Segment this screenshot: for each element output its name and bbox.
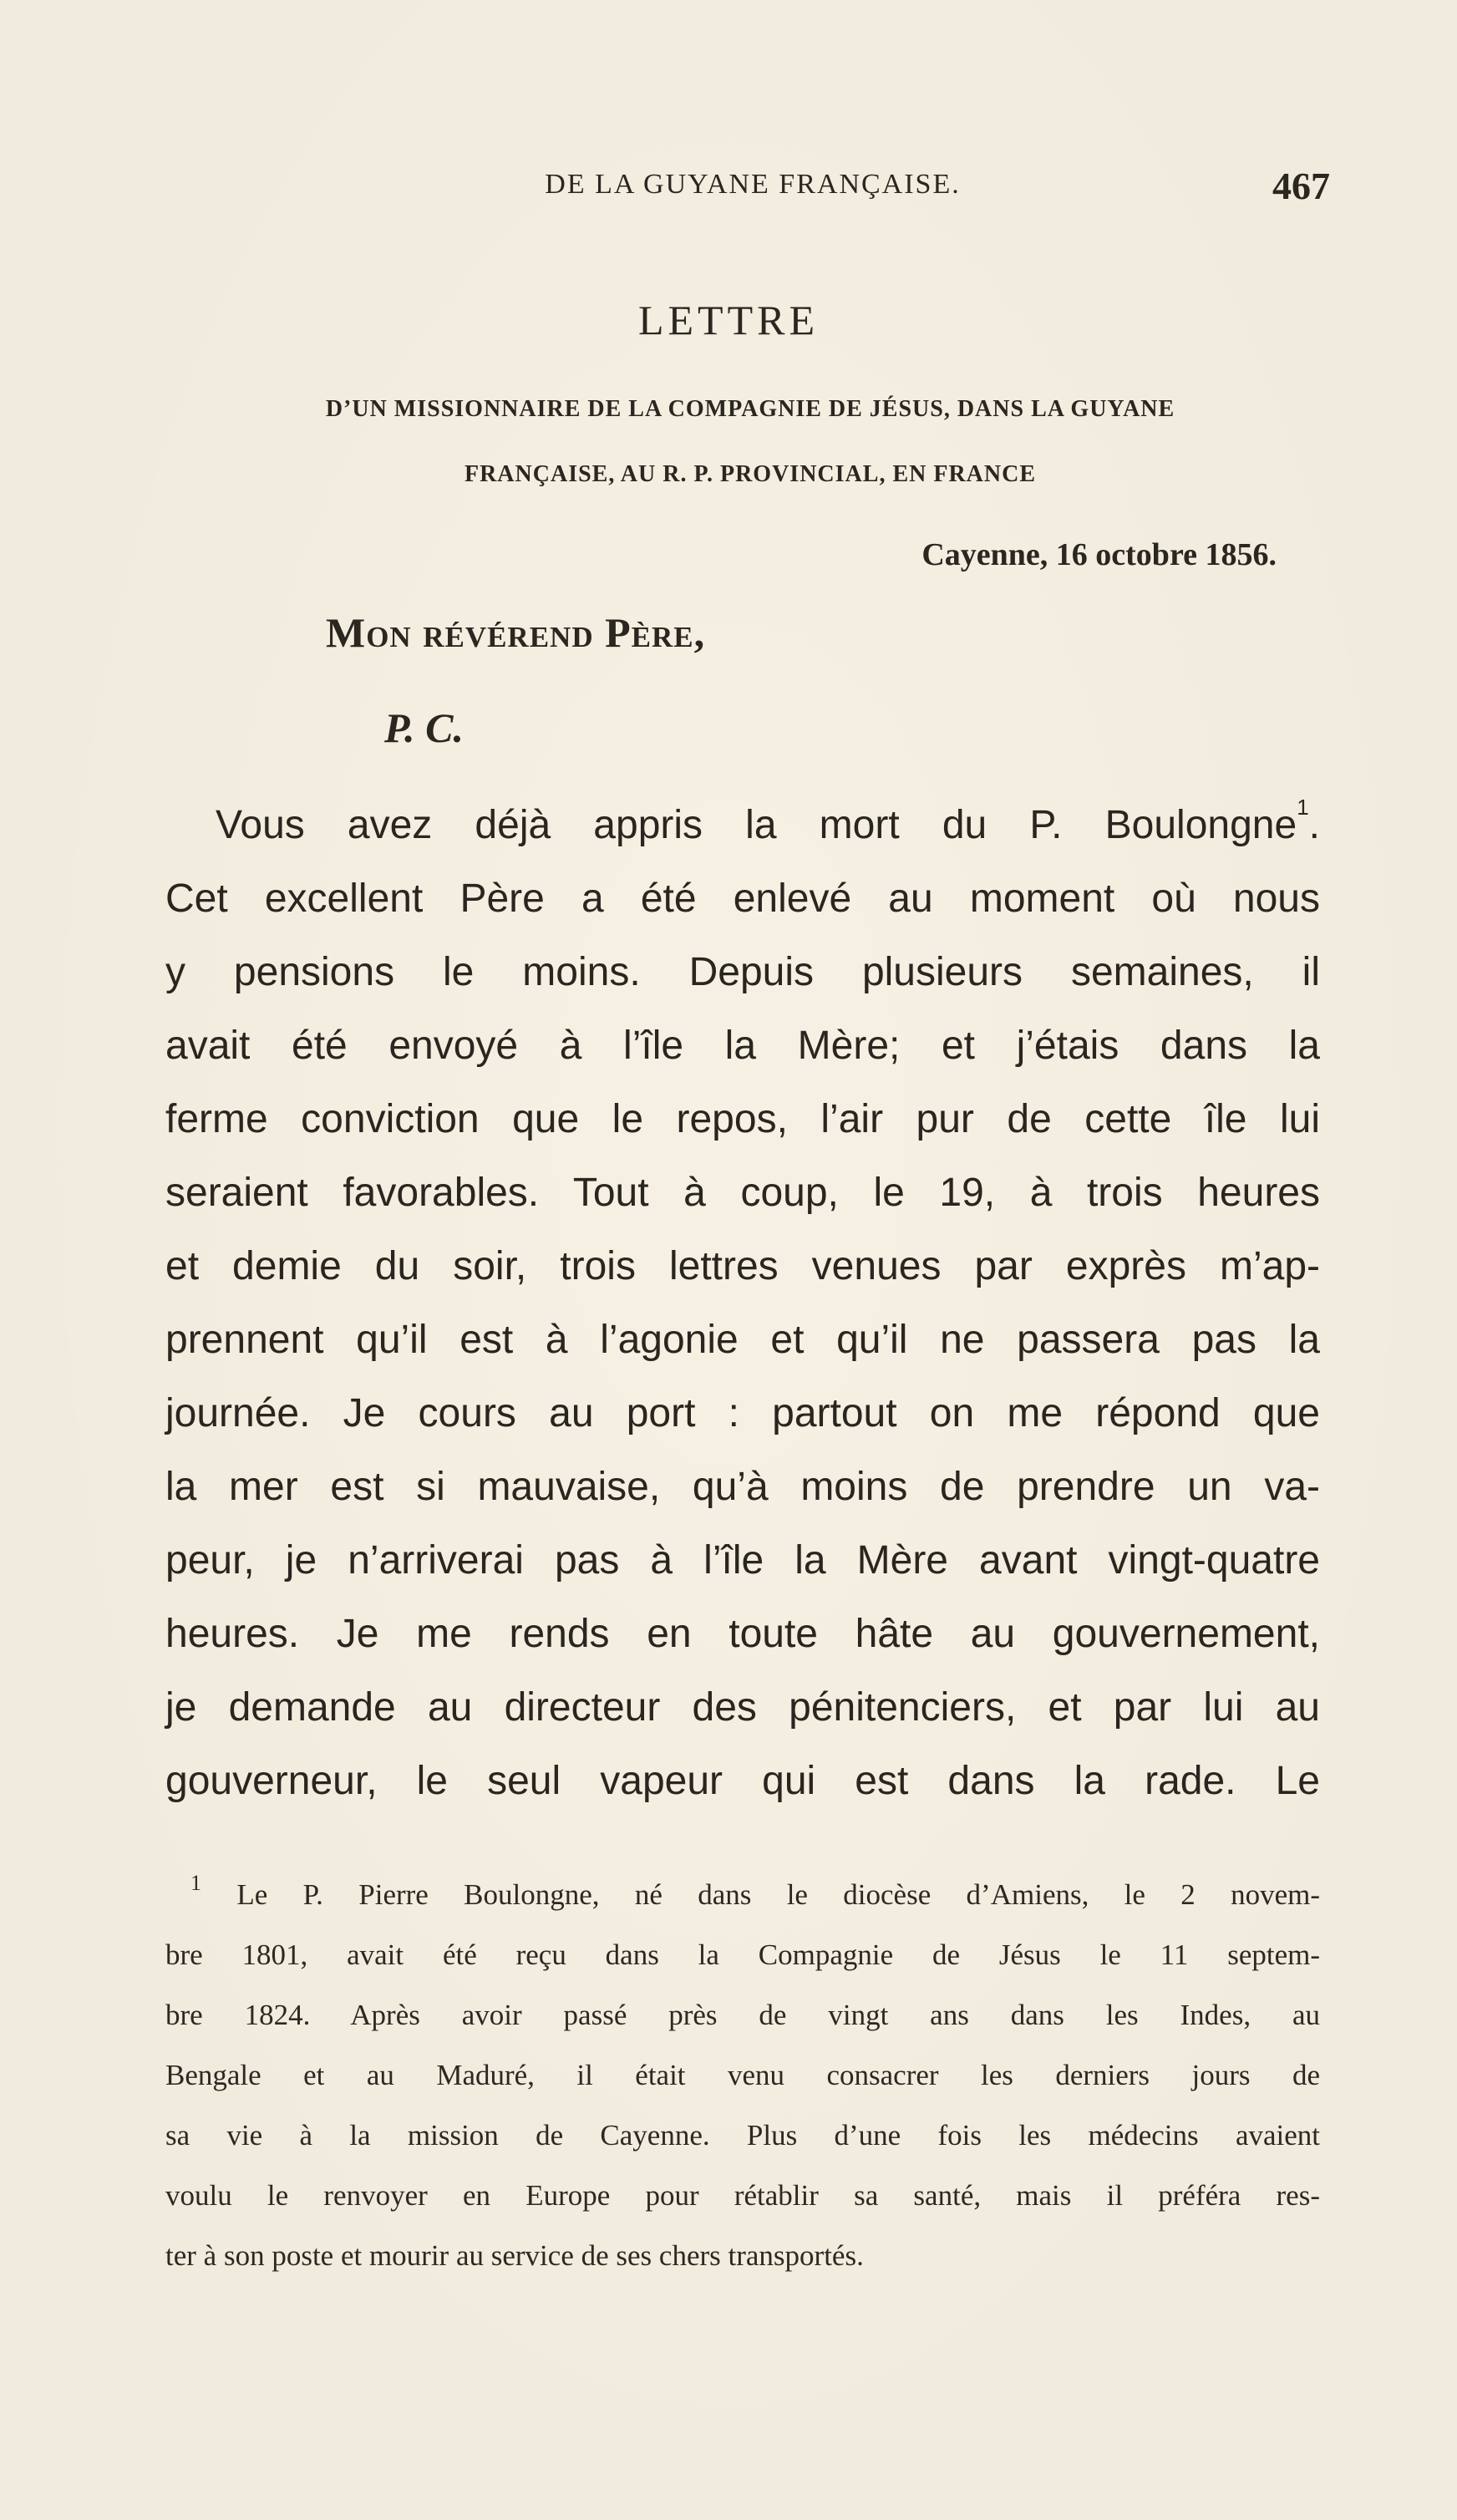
body-line-text: Vous avez déjà appris la mort du P. Boulongne [216,803,1297,847]
letter-subtitle-line-1: D’UN MISSIONNAIRE DE LA COMPAGNIE DE JÉSUS, DANS LA GUYANE [325,396,1175,422]
body-line: seraient favorables. Tout à coup, le 19, à trois heures [165,1171,1320,1215]
letter-heading: LETTRE [637,297,820,343]
dateline: Cayenne, 16 octobre 1856. [921,537,1277,572]
body-line: heures. Je me rends en toute hâte au gouvernement, [165,1612,1320,1656]
body-line-text: . [1308,803,1320,847]
page-number: 467 [1272,165,1330,207]
running-head [175,164,1330,214]
running-title: DE LA GUYANE FRANÇAISE. [545,169,961,200]
letter-subtitle-line-2: FRANÇAISE, AU R. P. PROVINCIAL, EN FRANCE [464,461,1036,487]
pax-christi: P. C. [384,704,464,751]
footnote-line: bre 1824. Après avoir passé près de vingt ans dans les Indes, au [165,1999,1320,2031]
body-line: gouverneur, le seul vapeur qui est dans la rade. Le [165,1759,1320,1803]
footnote-line: Bengale et au Maduré, il était venu consacrer les derniers jours de [165,2059,1320,2091]
footnote-marker: 1 [190,1871,201,1895]
body-line: avait été envoyé à l’île la Mère; et j’étais dans la [165,1024,1320,1068]
body-line: journée. Je cours au port : partout on me répond que [165,1391,1320,1435]
body-line: Cet excellent Père a été enlevé au moment où nous [165,876,1320,921]
body-line: peur, je n’arriverai pas à l’île la Mère avant vingt-quatre [165,1538,1320,1583]
body-line: prennent qu’il est à l’agonie et qu’il ne passera pas la [165,1318,1320,1362]
footnote-text: Le P. Pierre Boulongne, né dans le diocèse d’Amiens, le 2 novem- [236,1878,1321,1911]
body-line: ferme conviction que le repos, l’air pur de cette île lui [165,1097,1320,1141]
salutation: Mon révérend Père, [326,609,706,656]
footnote-line: bre 1801, avait été reçu dans la Compagnie de Jésus le 11 septem- [165,1938,1320,1971]
body-line: et demie du soir, trois lettres venues par exprès m’ap- [165,1244,1320,1288]
body-line: je demande au directeur des pénitenciers, et par lui au [165,1685,1320,1730]
body-line: la mer est si mauvaise, qu’à moins de prendre un va- [165,1465,1320,1509]
footnote-line: ter à son poste et mourir au service de ses chers transportés. [165,2239,864,2272]
body-line [216,795,1320,851]
body-line: y pensions le moins. Depuis plusieurs semaines, il [165,950,1320,994]
footnote-line [190,1871,1321,1913]
footnote-line: sa vie à la mission de Cayenne. Plus d’une fois les médecins avaient [165,2119,1320,2152]
footnote-reference: 1 [1297,795,1309,820]
footnote-line: voulu le renvoyer en Europe pour rétablir sa santé, mais il préféra res- [165,2179,1320,2212]
